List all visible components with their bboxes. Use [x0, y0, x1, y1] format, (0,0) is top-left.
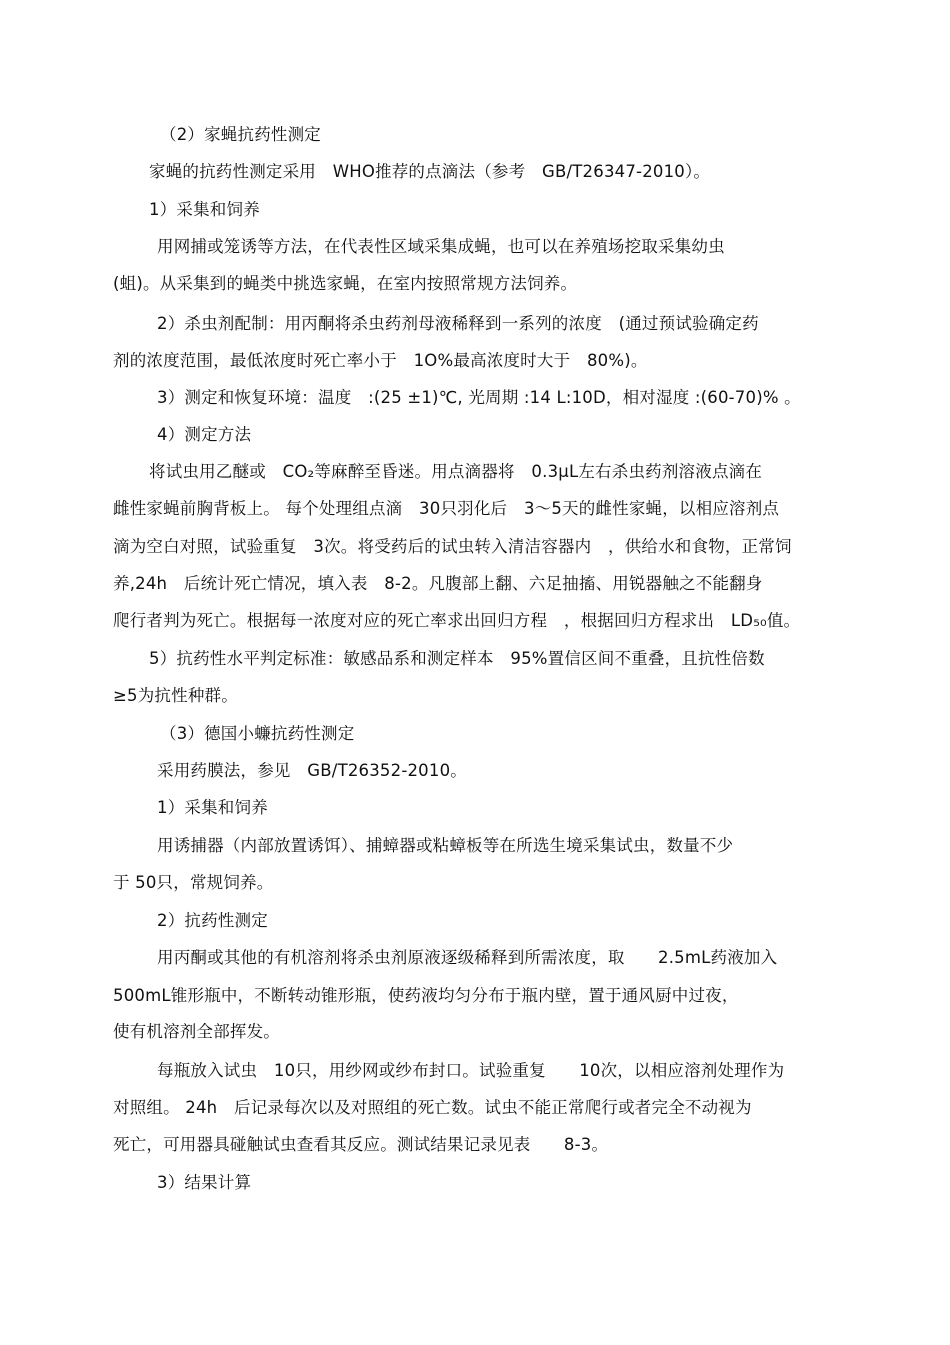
paragraph-line: 死亡，可用器具碰触试虫查看其反应。测试结果记录见表 8-3。: [113, 1135, 609, 1154]
paragraph-line: 养,24h 后统计死亡情况，填入表 8-2。凡腹部上翻、六足抽搐、用锐器触之不能翻身: [113, 574, 763, 593]
heading-cockroach-resistance: （3）德国小蠊抗药性测定: [160, 724, 355, 743]
paragraph-line: ≥5为抗性种群。: [113, 686, 238, 705]
paragraph-line: 采用药膜法，参见 GB/T26352-2010。: [157, 761, 467, 780]
paragraph-line: (蛆)。从采集到的蝇类中挑选家蝇，在室内按照常规方法饲养。: [113, 274, 578, 293]
paragraph-line: 爬行者判为死亡。根据每一浓度对应的死亡率求出回归方程 ，根据回归方程求出 LD₅₀值。: [113, 611, 801, 630]
heading-housefly-resistance: （2）家蝇抗药性测定: [160, 125, 321, 144]
paragraph-line: 滴为空白对照，试验重复 3次。将受药后的试虫转入清洁容器内 ，供给水和食物，正常饲: [113, 537, 792, 556]
paragraph-line: 500mL锥形瓶中，不断转动锥形瓶，使药液均匀分布于瓶内壁，置于通风厨中过夜，: [113, 986, 739, 1005]
paragraph-line: 于 50只，常规饲养。: [113, 873, 274, 892]
subheading-resistance-test: 2）抗药性测定: [157, 911, 268, 930]
paragraph-line: 5）抗药性水平判定标准：敏感品系和测定样本 95%置信区间不重叠，且抗性倍数: [149, 649, 765, 668]
paragraph-line: 雌性家蝇前胸背板上。 每个处理组点滴 30只羽化后 3～5天的雌性家蝇，以相应溶剂点: [113, 499, 780, 518]
paragraph-line: 2）杀虫剂配制：用丙酮将杀虫药剂母液稀释到一系列的浓度 (通过预试验确定药: [157, 314, 759, 333]
paragraph-line: 用诱捕器（内部放置诱饵）、捕蟑器或粘蟑板等在所选生境采集试虫，数量不少: [157, 836, 734, 855]
paragraph-line: 家蝇的抗药性测定采用 WHO推荐的点滴法（参考 GB/T26347-2010）。: [149, 162, 711, 181]
paragraph-line: 将试虫用乙醚或 CO₂等麻醉至昏迷。用点滴器将 0.3μL左右杀虫药剂溶液点滴在: [149, 462, 763, 481]
paragraph-line: 对照组。 24h 后记录每次以及对照组的死亡数。试虫不能正常爬行或者完全不动视为: [113, 1098, 752, 1117]
subheading-collect-rear: 1）采集和饲养: [157, 798, 268, 817]
subheading-method: 4）测定方法: [157, 425, 252, 444]
paragraph-line: 每瓶放入试虫 10只，用纱网或纱布封口。试验重复 10次，以相应溶剂处理作为: [157, 1061, 785, 1080]
subheading-result-calc: 3）结果计算: [157, 1173, 252, 1192]
subheading-collect-rear: 1）采集和饲养: [149, 200, 260, 219]
paragraph-line: 用丙酮或其他的有机溶剂将杀虫剂原液逐级稀释到所需浓度，取 2.5mL药液加入: [157, 948, 778, 967]
paragraph-line: 使有机溶剂全部挥发。: [113, 1022, 280, 1041]
paragraph-line: 用网捕或笼诱等方法，在代表性区域采集成蝇，也可以在养殖场挖取采集幼虫: [157, 237, 725, 256]
paragraph-line: 3）测定和恢复环境：温度 :(25 ±1)℃, 光周期 :14 L:10D，相对湿度 :(60-70)% 。: [157, 388, 801, 407]
paragraph-line: 剂的浓度范围，最低浓度时死亡率小于 1O%最高浓度时大于 80%)。: [113, 351, 648, 370]
